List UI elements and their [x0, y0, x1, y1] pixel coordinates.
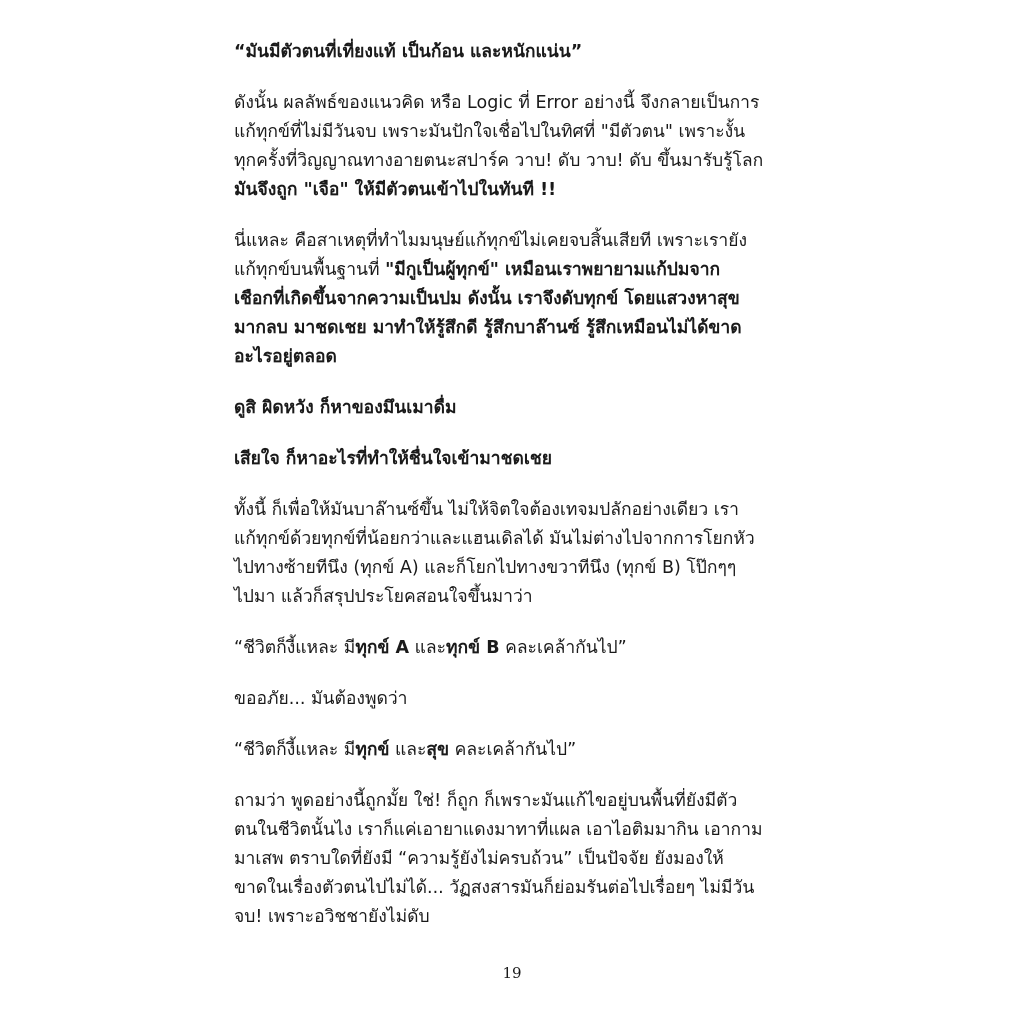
page-number: 19 [502, 964, 522, 982]
paragraph-8: ขออภัย... มันต้องพูดว่า [234, 689, 408, 709]
paragraph-10: ถามว่า พูดอย่างนี้ถูกมั้ย ใช่! ก็ถูก ก็เพราะมันแก้ไขอยู่บนพื้นที่ยังมีตัว ตนในชีวิตนั้นไง เราก็แค่เอายาแดงมาทาที่แผล เอาไอติมมากิน เอากาม มาเสพ ตราบใดที่ยังมี “ความรู้ยังไม่ครบถ้วน” เป็นปัจจัย ยังมองให้ ขาดในเรื่องตัวตนไปไม่ได้... วัฏสงสารมันก็ย่อมรันต่อไปเรื่อยๆ ไม่มีวัน จบ! เพราะอวิชชายังไม่ดับ [234, 791, 763, 927]
paragraph-6: ทั้งนี้ ก็เพื่อให้มันบาล๊านซ์ขึ้น ไม่ให้จิตใจต้องเทจมปลักอย่างเดียว เรา แก้ทุกข์ด้วยทุกข์ที่น้อยกว่าและแฮนเดิลได้ มันไม่ต่างไปจากการโยกหัว ไปทางซ้ายทีนึง (ทุกข์ A) และก็โยกไปทางขวาทีนึง (ทุกข์ B) โป๊กๆๆ ไปมา แล้วก็สรุปประโยคสอนใจขึ้นมาว่า [234, 500, 755, 607]
paragraph-3: นี่แหละ คือสาเหตุที่ทำไมมนุษย์แก้ทุกข์ไม่เคยจบสิ้นเสียที เพราะเรายัง แก้ทุกข์บนพื้นฐานที่ "มีกูเป็นผู้ทุกข์" เหมือนเราพยายามแก้ปมจาก เชือกที่เกิดขึ้นจากความเป็นปม ดังนั้น เราจึงดับทุกข์ โดยแสวงหาสุข มากลบ มาชดเชย มาทำให้รู้สึกดี รู้สึกบาล๊านซ์ รู้สึกเหมือนไม่ได้ขาด อะไรอยู่ตลอด [234, 231, 748, 367]
paragraph-4: ดูสิ ผิดหวัง ก็หาของมึนเมาดื่ม [234, 398, 457, 418]
paragraph-5: เสียใจ ก็หาอะไรที่ทำให้ชื่นใจเข้ามาชดเชย [234, 449, 552, 469]
paragraph-quote-7: “ชีวิตก็งี้แหละ มีทุกข์ A และทุกข์ B คละเคล้ากันไป” [234, 638, 627, 658]
paragraph-2: ดังนั้น ผลลัพธ์ของแนวคิด หรือ Logic ที่ Error อย่างนี้ จึงกลายเป็นการ แก้ทุกข์ที่ไม่มีวันจบ เพราะมันปักใจเชื่อไปในทิศที่ "มีตัวตน" เพราะงั้น ทุกครั้งที่วิญญาณทางอายตนะสปาร์ค วาบ! ดับ วาบ! ดับ ขึ้นมารับรู้โลก มันจึงถูก "เจือ" ให้มีตัวตนเข้าไปในทันที !! [234, 93, 764, 200]
paragraph-quote-1: “มันมีตัวตนที่เที่ยงแท้ เป็นก้อน และหนักแน่น” [234, 42, 583, 62]
paragraph-quote-9: “ชีวิตก็งี้แหละ มีทุกข์ และสุข คละเคล้ากันไป” [234, 740, 577, 760]
document-page [234, 38, 802, 954]
